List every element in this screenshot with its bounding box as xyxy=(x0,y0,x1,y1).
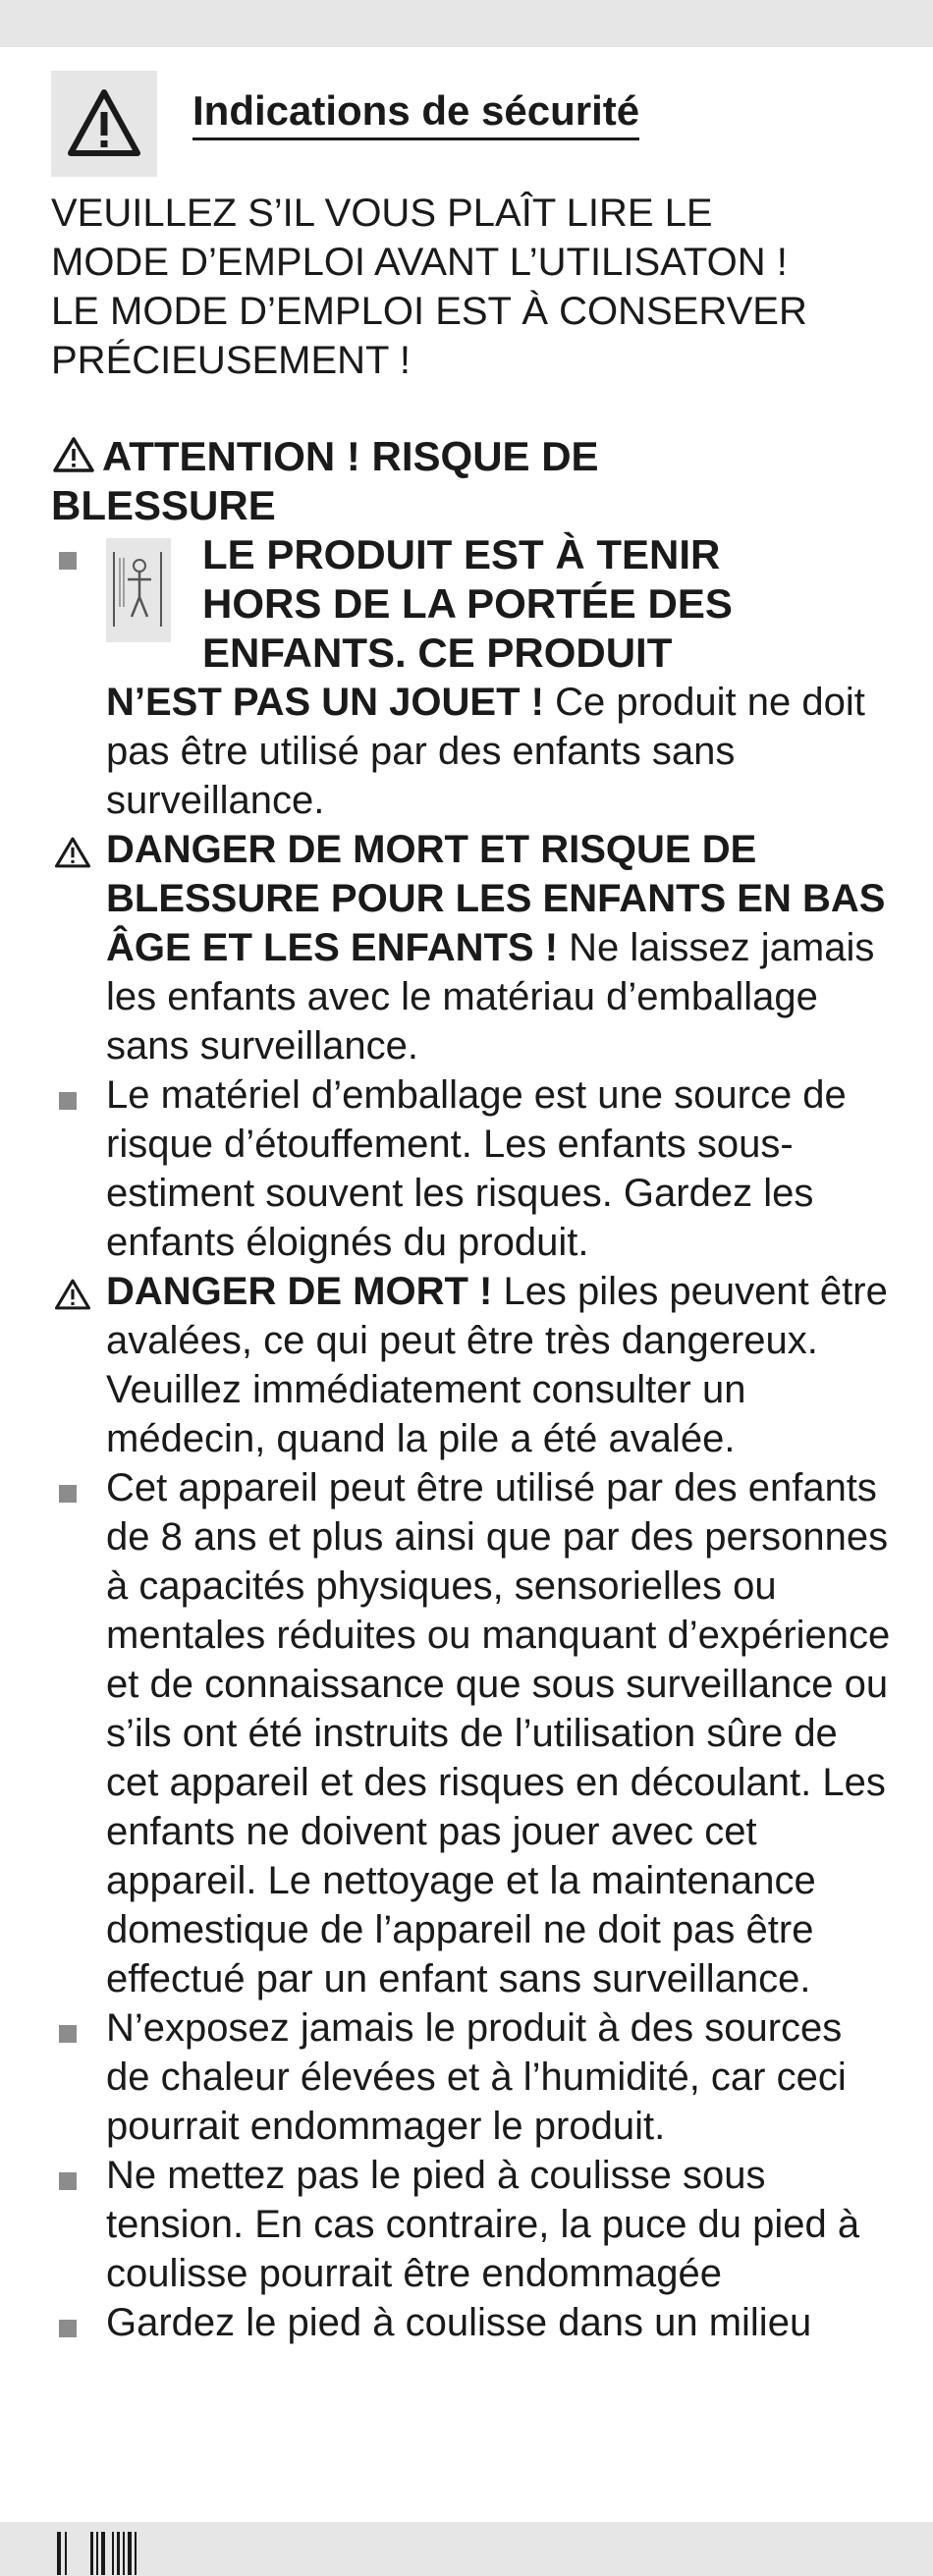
bullet-marker xyxy=(53,2003,104,2053)
safety-list xyxy=(51,432,896,2347)
warning-marker xyxy=(53,1267,104,1316)
danger-text: Les piles peuvent être avalées, ce qui peut être très dangereux. Veuillez immédiatement consulter un médecin, quand la pile a été avalée. xyxy=(106,1270,888,1460)
warning-small-icon xyxy=(53,835,92,870)
child-heading-line: N’EST PAS UN JOUET ! xyxy=(106,681,544,724)
intro-notice xyxy=(51,189,896,385)
child-text: Ce produit ne doit pas être utilisé par des enfants sans surveillance. xyxy=(106,681,865,822)
attention-line: BLESSURE xyxy=(51,482,276,528)
list-item xyxy=(51,1267,896,1463)
bullet-marker xyxy=(53,2298,104,2347)
child-heading-line: LE PRODUIT EST À TENIR xyxy=(202,531,721,577)
item-text: Gardez le pied à coulisse dans un milieu xyxy=(106,2301,812,2344)
bullet-marker xyxy=(53,2151,104,2200)
intro-line: VEUILLEZ S’IL VOUS PLAÎT LIRE LE xyxy=(51,192,713,235)
item-text: Ne mettez pas le pied à coulisse sous tension. En cas contraire, la puce du pied à coulisse pourrait être endommagée xyxy=(106,2154,860,2295)
intro-line: PRÉCIEUSEMENT ! xyxy=(51,339,411,382)
list-item xyxy=(51,825,896,1070)
attention-line: ATTENTION ! RISQUE DE xyxy=(102,433,599,479)
item-text: Le matériel d’emballage est une source de risque d’étouffement. Les enfants sous-estiment souvent les risques. Gardez les enfants éloignés du produit. xyxy=(106,1073,847,1264)
danger-heading: DANGER DE MORT ET RISQUE DE BLESSURE POUR LES ENFANTS EN BAS ÂGE ET LES ENFANTS ! xyxy=(106,828,886,969)
child-heading-line: ENFANTS. CE PRODUIT xyxy=(202,630,673,676)
barcode-icon xyxy=(55,2532,143,2575)
child-safety-icon xyxy=(106,538,171,642)
list-item xyxy=(51,1463,896,2003)
top-band xyxy=(0,0,933,47)
item-text: N’exposez jamais le produit à des sources de chaleur élevées et à l’humidité, car ceci pourrait endommager le produit. xyxy=(106,2006,847,2148)
warning-box xyxy=(51,71,157,177)
section-header xyxy=(51,71,882,177)
danger-text: Ne laissez jamais les enfants avec le matériau d’emballage sans surveillance. xyxy=(106,926,875,1068)
warning-triangle-icon xyxy=(51,71,157,177)
intro-line: MODE D’EMPLOI AVANT L’UTILISATON ! xyxy=(51,241,788,284)
attention-heading xyxy=(51,432,896,530)
child-heading-line: HORS DE LA PORTÉE DES xyxy=(202,580,733,627)
list-item xyxy=(51,2298,896,2347)
bullet-marker xyxy=(53,1070,104,1120)
item-text: Cet appareil peut être utilisé par des enfants de 8 ans et plus ainsi que par des personnes à capacités physiques, sensorielles ou mentales réduites ou manquant d’expérience et de connaissance que sous surveillance ou s’ils ont été instruits de l’utilisation sûre de cet appareil et des risques en découlant. Les enfants ne doivent pas jouer avec cet appareil. Le nettoyage et la maintenance domestique de l’appareil ne doit pas être effectué par un enfant sans surveillance. xyxy=(106,1466,891,2001)
warning-small-icon xyxy=(53,1277,92,1312)
child-warning-box xyxy=(106,538,171,642)
list-item xyxy=(51,2151,896,2298)
list-item xyxy=(51,1070,896,1267)
warning-marker xyxy=(53,825,104,874)
list-item xyxy=(51,2003,896,2151)
list-item xyxy=(51,530,896,825)
bullet-marker xyxy=(53,530,104,579)
warning-small-icon xyxy=(51,435,96,474)
section-title: Indications de sécurité xyxy=(192,86,639,140)
bullet-marker xyxy=(53,1463,104,1512)
danger-heading: DANGER DE MORT ! xyxy=(106,1270,493,1313)
intro-line: LE MODE D’EMPLOI EST À CONSERVER xyxy=(51,290,807,333)
